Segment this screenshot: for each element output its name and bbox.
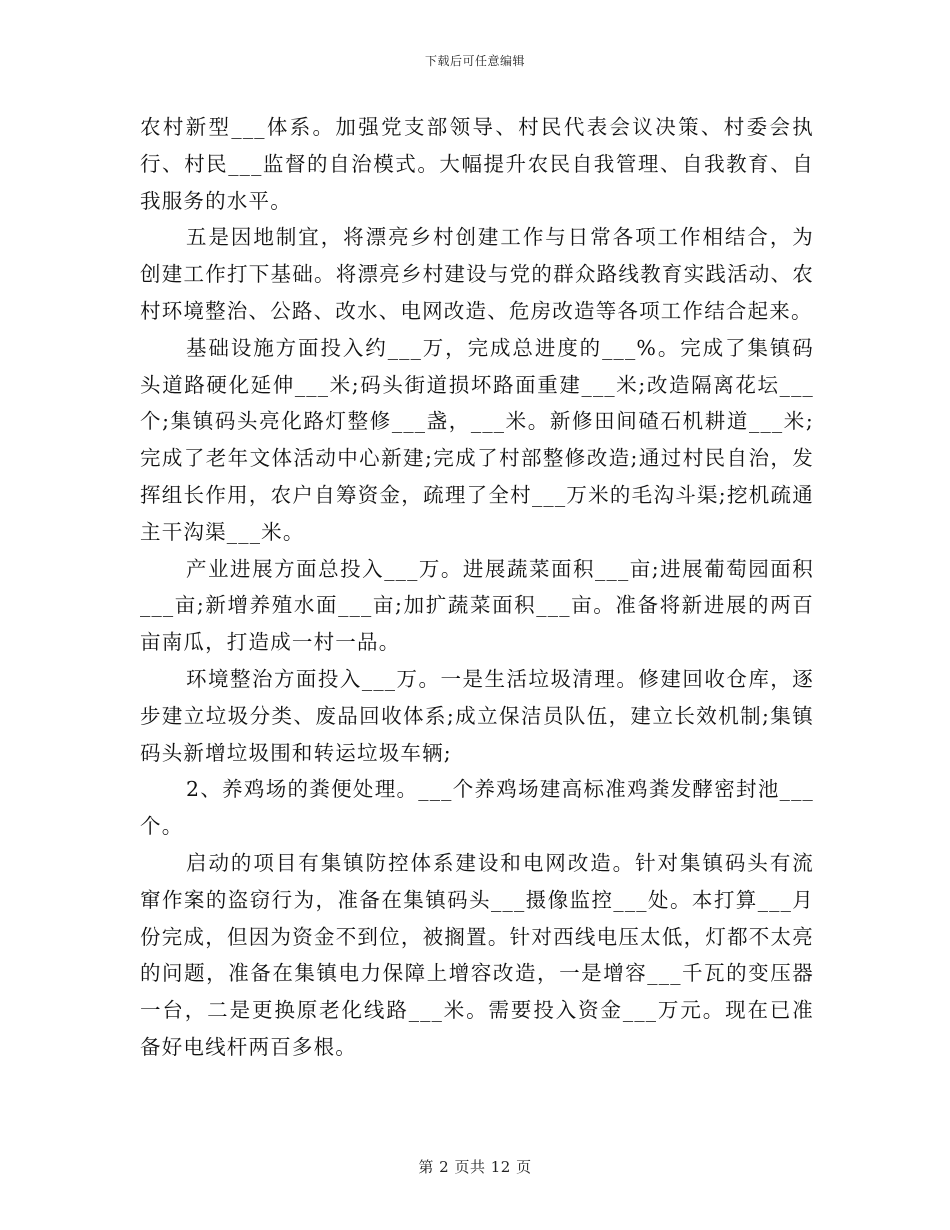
paragraph: 基础设施方面投入约___万，完成总进度的___%。完成了集镇码头道路硬化延伸___米;码头街道损坏路面重建___米;改造隔离花坛___个;集镇码头亮化路灯整修___盏，___米。新修田间碴石机耕道___米;完成了老年文体活动中心新建;完成了村部整修改造;通过村民自治，发挥组长作用，农户自筹资金，疏理了全村___万米的毛沟斗渠;挖机疏通主干沟渠___米。	[140, 335, 814, 544]
paragraph: 农村新型___体系。加强党支部领导、村民代表会议决策、村委会执行、村民___监督的自治模式。大幅提升农民自我管理、自我教育、自我服务的水平。	[140, 115, 814, 213]
paragraph: 环境整治方面投入___万。一是生活垃圾清理。修建回收仓库，逐步建立垃圾分类、废品回收体系;成立保洁员队伍，建立长效机制;集镇码头新增垃圾围和转运垃圾车辆;	[140, 666, 814, 765]
paragraph: 五是因地制宜，将漂亮乡村创建工作与日常各项工作相结合，为创建工作打下基础。将漂亮乡村建设与党的群众路线教育实践活动、农村环境整治、公路、改水、电网改造、危房改造等各项工作结合起来。	[140, 225, 814, 323]
paragraph: 2、养鸡场的粪便处理。___个养鸡场建高标准鸡粪发酵密封池___个。	[140, 777, 814, 839]
paragraph: 启动的项目有集镇防控体系建设和电网改造。针对集镇码头有流窜作案的盗窃行为，准备在集镇码头___摄像监控___处。本打算___月份完成，但因为资金不到位，被搁置。针对西线电压太低，灯都不太亮的问题，准备在集镇电力保障上增容改造，一是增容___千瓦的变压器一台，二是更换原老化线路___米。需要投入资金___万元。现在已准备好电线杆两百多根。	[140, 850, 814, 1059]
page-footer: 第 2 页共 12 页	[418, 1158, 532, 1176]
document-body	[140, 109, 814, 1066]
page-header: 下载后可任意编辑	[424, 54, 525, 68]
paragraph: 产业进展方面总投入___万。进展蔬菜面积___亩;进展葡萄园面积___亩;新增养殖水面___亩;加扩蔬菜面积___亩。准备将新进展的两百亩南瓜，打造成一村一品。	[140, 556, 814, 655]
